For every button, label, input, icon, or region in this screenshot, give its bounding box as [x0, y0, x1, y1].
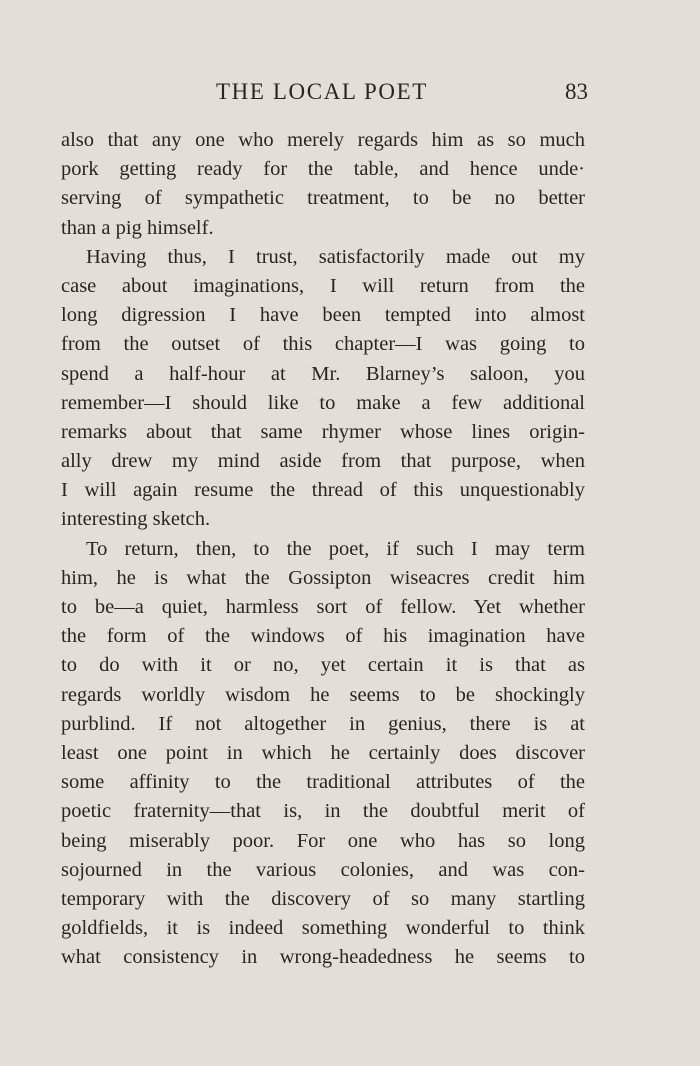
- running-head: [0, 76, 700, 108]
- text-line: ally drew my mind aside from that purpose, when: [61, 450, 585, 473]
- text-line: Having thus, I trust, satisfactorily made out my: [86, 245, 585, 268]
- text-line: long digression I have been tempted into almost: [61, 304, 585, 327]
- body-text: [61, 126, 585, 972]
- text-line: To return, then, to the poet, if such I may term: [86, 537, 585, 560]
- text-line: interesting sketch.: [61, 508, 211, 531]
- text-line: least one point in which he certainly does discover: [61, 741, 585, 764]
- text-line: than a pig himself.: [61, 216, 214, 239]
- text-line: regards worldly wisdom he seems to be shockingly: [61, 683, 585, 706]
- text-line: the form of the windows of his imagination have: [61, 625, 585, 648]
- text-line: being miserably poor. For one who has so long: [61, 829, 585, 852]
- text-line: remember—I should like to make a few additional: [61, 391, 585, 414]
- text-line: purblind. If not altogether in genius, there is at: [61, 712, 585, 735]
- text-line: case about imaginations, I will return from the: [61, 274, 585, 297]
- text-line: from the outset of this chapter—I was going to: [61, 333, 585, 356]
- page-number: 83: [565, 79, 588, 104]
- text-line: I will again resume the thread of this unquestionably: [61, 479, 585, 502]
- running-title: THE LOCAL POET: [216, 79, 428, 104]
- text-line: sojourned in the various colonies, and was con-: [61, 858, 585, 881]
- text-line: spend a half-hour at Mr. Blarney’s saloon, you: [61, 362, 585, 385]
- text-line: what consistency in wrong-headedness he seems to: [61, 946, 585, 969]
- text-line: to be—a quiet, harmless sort of fellow. Yet whether: [61, 596, 585, 618]
- text-line: goldfields, it is indeed something wonderful to think: [61, 917, 585, 940]
- text-line: some affinity to the traditional attributes of the: [61, 771, 585, 794]
- text-line: serving of sympathetic treatment, to be no better: [61, 187, 585, 210]
- text-line: remarks about that same rhymer whose lines origin-: [61, 420, 585, 443]
- text-line: temporary with the discovery of so many startling: [61, 887, 585, 910]
- text-line: him, he is what the Gossipton wiseacres credit him: [61, 566, 585, 589]
- text-line: to do with it or no, yet certain it is that as: [61, 654, 585, 677]
- text-line: poetic fraternity—that is, in the doubtful merit of: [61, 800, 585, 823]
- text-line: also that any one who merely regards him as so much: [61, 129, 585, 151]
- text-line: pork getting ready for the table, and hence unde·: [61, 158, 585, 181]
